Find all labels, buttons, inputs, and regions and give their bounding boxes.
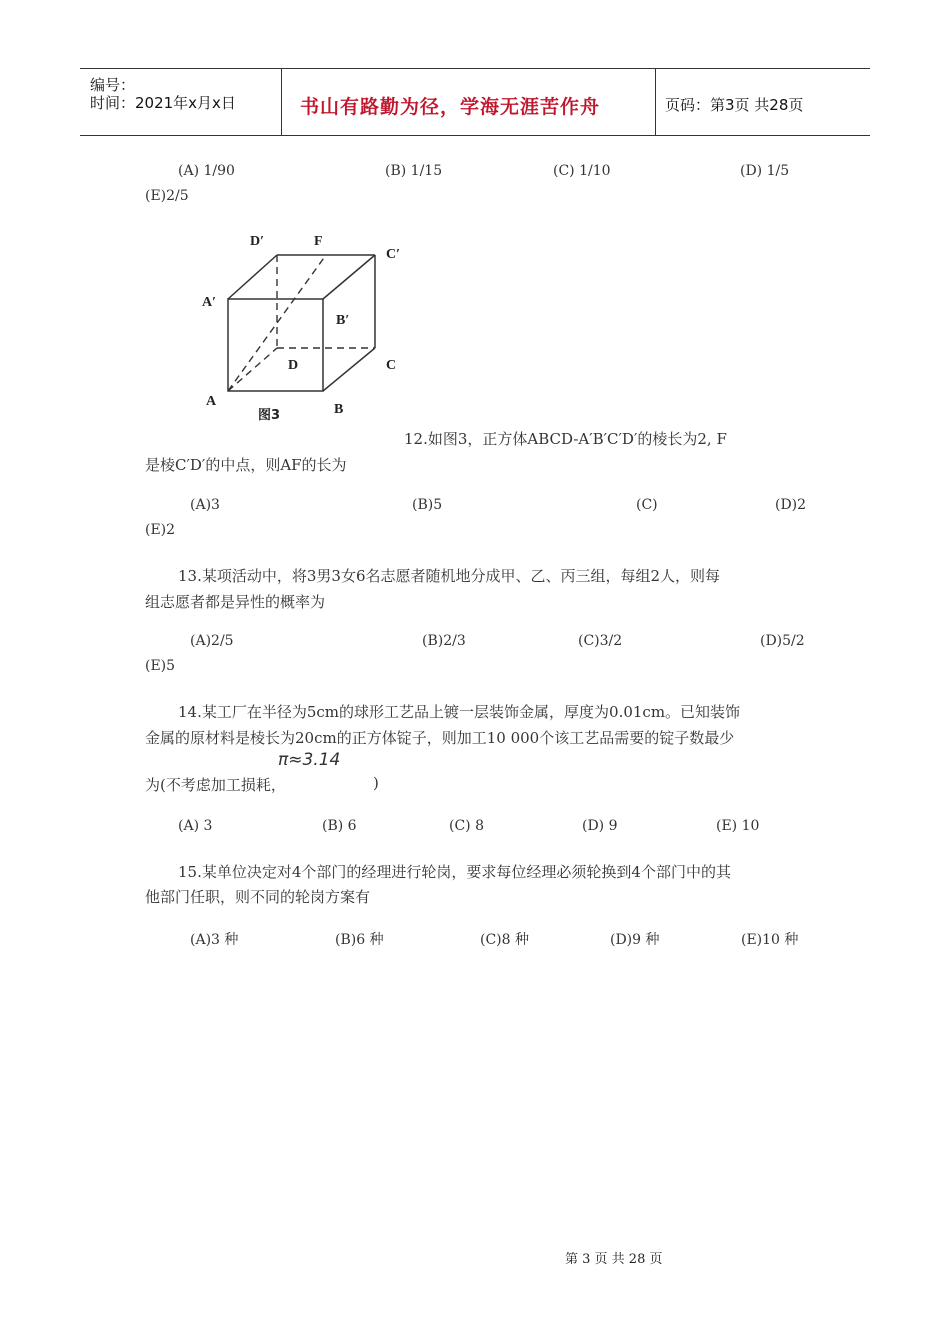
q14-option-c: (C) 8	[449, 818, 484, 834]
figure-caption: 图3	[258, 408, 281, 423]
q14-line-1: 14.某工厂在半径为5cm的球形工艺品上镀一层装饰金属，厚度为0.01cm。已知装饰	[178, 703, 741, 721]
q12-option-d: (D)2	[775, 497, 807, 513]
header-page-info: 页码：第3页 共28页	[665, 96, 804, 114]
q14-pi-formula: π≈3.14	[278, 750, 341, 770]
q14-option-e: (E) 10	[716, 818, 760, 834]
q13-option-a: (A)2/5	[190, 633, 234, 649]
header-number-label: 编号：	[90, 76, 136, 94]
edge-a-prime-d-prime	[228, 255, 277, 299]
q15-option-b: (B)6 种	[335, 932, 384, 948]
q13-option-b: (B)2/3	[422, 633, 466, 649]
segment-a-f-dashed	[228, 255, 326, 391]
q14-line-2: 金属的原材料是棱长为20cm的正方体锭子，则加工10 000个该工艺品需要的锭子数最少	[145, 729, 735, 747]
q13-line-2: 组志愿者都是异性的概率为	[145, 593, 326, 611]
label-d-prime: D′	[250, 234, 265, 249]
q12-option-e: (E)2	[145, 522, 176, 538]
label-b-prime: B′	[336, 313, 350, 328]
q12-line-1: 12.如图3，正方体ABCD-A′B′C′D′的棱长为2, F	[404, 430, 727, 448]
q14-option-a: (A) 3	[178, 818, 213, 834]
edge-b-c	[323, 348, 375, 391]
q13-option-c: (C)3/2	[578, 633, 623, 649]
q15-line-1: 15.某单位决定对4个部门的经理进行轮岗，要求每位经理必须轮换到4个部门中的其	[178, 863, 731, 881]
label-a: A	[206, 394, 217, 409]
q14-option-b: (B) 6	[322, 818, 357, 834]
label-d: D	[288, 358, 299, 373]
q11-option-c: (C) 1/10	[553, 163, 611, 179]
q13-line-1: 13.某项活动中，将3男3女6名志愿者随机地分成甲、乙、丙三组，每组2人，则每	[178, 567, 721, 585]
q12-option-b: (B)5	[412, 497, 443, 513]
edge-a-d-hidden	[228, 348, 277, 391]
header-bottom-rule	[80, 135, 870, 136]
q15-option-e: (E)10 种	[741, 932, 799, 948]
cube-figure	[190, 225, 420, 425]
q14-option-d: (D) 9	[582, 818, 618, 834]
label-c-prime: C′	[386, 247, 401, 262]
q12-option-c: (C)	[636, 497, 658, 513]
header-top-rule	[80, 68, 870, 69]
q14-line-3b: )	[373, 774, 379, 792]
q14-line-3a: 为(不考虑加工损耗，	[145, 776, 286, 794]
label-f: F	[314, 234, 323, 249]
q12-line-2: 是棱C′D′的中点，则AF的长为	[145, 456, 347, 474]
q15-option-d: (D)9 种	[610, 932, 660, 948]
q11-option-e: (E)2/5	[145, 188, 189, 204]
edge-b-prime-c-prime	[323, 255, 375, 299]
q11-option-b: (B) 1/15	[385, 163, 443, 179]
header-divider-left	[281, 68, 282, 136]
q15-line-2: 他部门任职，则不同的轮岗方案有	[145, 888, 371, 906]
header-time-label: 时间：2021年x月x日	[90, 94, 236, 112]
q11-option-d: (D) 1/5	[740, 163, 790, 179]
q13-option-d: (D)5/2	[760, 633, 805, 649]
q15-option-c: (C)8 种	[480, 932, 529, 948]
label-b: B	[334, 402, 344, 417]
q11-option-a: (A) 1/90	[178, 163, 235, 179]
label-c: C	[386, 358, 397, 373]
header-motto: 书山有路勤为径，学海无涯苦作舟	[300, 96, 601, 118]
cube-front-face	[228, 299, 323, 391]
page-footer: 第 3 页 共 28 页	[565, 1252, 663, 1267]
label-a-prime: A′	[202, 295, 217, 310]
q13-option-e: (E)5	[145, 658, 176, 674]
q12-option-a: (A)3	[190, 497, 220, 513]
header-divider-right	[655, 68, 656, 136]
q15-option-a: (A)3 种	[190, 932, 239, 948]
